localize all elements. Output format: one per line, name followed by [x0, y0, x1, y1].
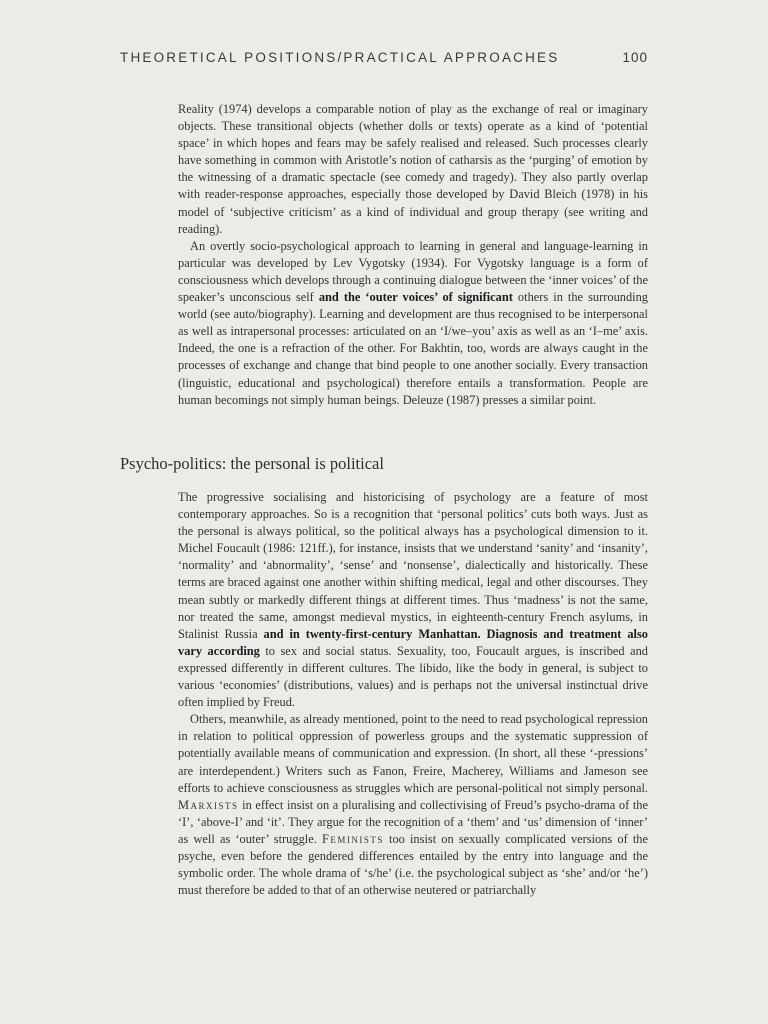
paragraph-foucault	[178, 489, 648, 711]
text-run: too insist on sexually complicated versions of the psyche, even before the gendered differences entailed by the entry into language and the symbolic order. The whole drama of ‘s/he’ (i.e. the psychological subject as ‘she’ and/or ‘he’) must therefore be added to that of an otherwise neutered or patriarchally	[178, 831, 649, 898]
section-heading: Psycho-politics: the personal is political	[120, 454, 384, 473]
text-run: others in the surrounding world (see auto/biography). Learning and development are thus recognised to be interpersonal as well as intrapersonal processes: articulated on an ‘I/we–you’ axis as well as an ‘I–me’ axis. Indeed, the one is a refraction of the other. For Bakhtin, too, words are always caught in the processes of exchange and change that bind people to one another socially. Every transaction (linguistic, educational and psychological) therefore entails a transformation. People are human becomings not simply human beings. Deleuze (1987) presses a similar point.	[178, 290, 648, 407]
page-number: 100	[622, 50, 648, 65]
bold-text-run: and the ‘outer voices’ of significant	[318, 290, 513, 305]
bold-text-run: and in twenty-first-century Manhattan. Diagnosis and treatment also vary according	[178, 626, 648, 658]
running-head	[120, 50, 648, 65]
small-caps-term: Feminists	[321, 831, 384, 846]
text-run: Others, meanwhile, as already mentioned, point to the need to read psychological repression in relation to political oppression of powerless groups and the systematic suppression of potentially available means of communication and expression. (In short, all these ‘-pressions’ are interdependent.) Writers such as Fanon, Freire, Macherey, Williams and Jameson see efforts to achieve consciousness as struggles which are personal-political not simply personal.	[178, 712, 648, 795]
paragraph-others	[178, 711, 648, 899]
text-run: to sex and social status. Sexuality, too, Foucault argues, is inscribed and expressed differently in different cultures. The libido, like the body in general, is subject to various ‘economies’ (distributions, values) and is perhaps not the universal instinctual drive often implied by Freud.	[178, 643, 648, 710]
text-run: in effect insist on a pluralising and collectivising of Freud’s psycho-drama of the ‘I’, ‘above-I’ and ‘it’. They argue for the recognition of a ‘them’ and ‘us’ dimension of ‘inner’ as well as ‘outer’ struggle.	[178, 797, 648, 846]
text-block-top	[178, 101, 648, 409]
text-run: An overtly socio-psychological approach to learning in general and language-learning in particular was developed by Lev Vygotsky (1934). For Vygotsky language is a form of consciousness which develops through a continuing dialogue between the ‘inner voices’ of the speaker’s unconscious self	[178, 238, 648, 305]
paragraph-reality: Reality (1974) develops a comparable notion of play as the exchange of real or imaginary objects. These transitional objects (whether dolls or texts) operate as a kind of ‘potential space’ in which hopes and fears may be safely realised and released. Such processes clearly have something in common with Aristotle’s notion of catharsis as the ‘purging’ of emotion by the witnessing of a dramatic spectacle (see comedy and tragedy). They also partly overlap with reader-response approaches, especially those developed by David Bleich (1978) in his model of ‘subjective criticism’ as a kind of individual and group therapy (see writing and reading).	[178, 102, 648, 236]
text-run: The progressive socialising and historicising of psychology are a feature of most contemporary approaches. So is a recognition that ‘personal politics’ cuts both ways. Just as the personal is always political, so the political always has a psychological dimension to it. Michel Foucault (1986: 121ff.), for instance, insists that we understand ‘sanity’ and ‘insanity’, ‘normality’ and ‘abnormality’, ‘sense’ and ‘nonsense’, dialectically and historically. These terms are braced against one another within shifting medical, legal and other discourses. They mean subtly or markedly different things at different times. Thus ‘madness’ is not the same, nor treated the same, amongst medieval mystics, in eighteenth-century French asylums, in Stalinist Russia	[178, 490, 648, 641]
small-caps-term: Marxists	[178, 797, 239, 812]
running-head-title: THEORETICAL POSITIONS/PRACTICAL APPROACHES	[120, 50, 560, 65]
text-block-bottom	[178, 489, 648, 899]
paragraph-vygotsky	[178, 238, 648, 409]
